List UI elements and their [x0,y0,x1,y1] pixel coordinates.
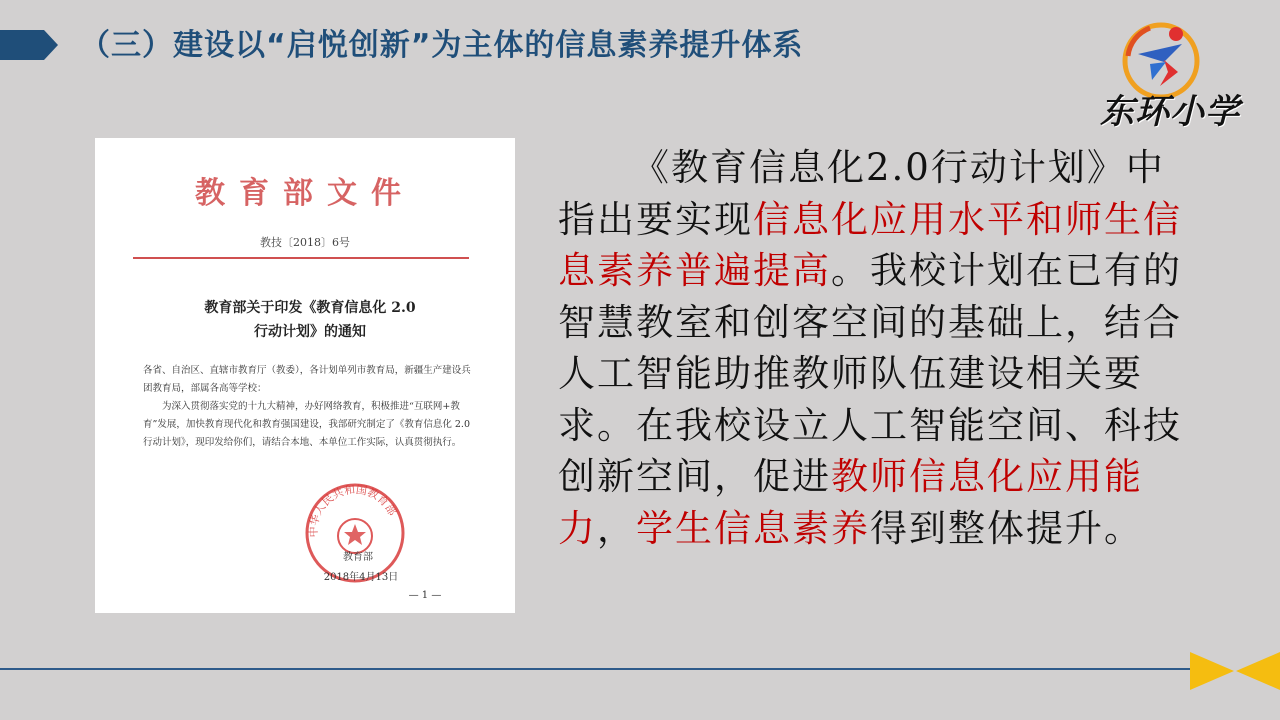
doc-header: 教育部文件 [195,176,415,211]
doc-page-number: — 1 — [408,590,442,601]
text-segment: 。我校计划在已有的智慧教室和创客空间的基础上，结合人工智能助推教师队伍建设相关要求。在我校设立人工智能空间、科技创新空间，促进 [558,249,1182,498]
school-name: 东环小学 [1100,92,1240,132]
footer-divider [0,668,1196,670]
main-paragraph [558,142,1186,554]
doc-title [155,296,465,344]
seal-text: 中华人民共和国教育部 [306,483,399,538]
doc-divider [133,257,469,259]
document-image [95,138,515,613]
doc-body-p2: 为深入贯彻落实党的十九大精神，办好网络教育，积极推进“互联网+教育”发展，加快教育现代化和教育强国建设，我部研究制定了《教育信息化 2.0 行动计划》，现印发给你们，请结合本地、本单位工作实际，认真贯彻执行。 [143,401,470,448]
doc-body-p1: 各省、自治区、直辖市教育厅（教委），各计划单列市教育局，新疆生产建设兵团教育局，部属各高等学校： [143,365,471,394]
header-arrow-icon [0,30,58,60]
footer-triangles-icon [1190,646,1280,694]
doc-title-line2: 行动计划》的通知 [254,324,366,340]
text-segment: 得到整体提升。 [870,506,1143,550]
doc-body [143,362,478,452]
highlight-text: 教师信息化应用能力 [558,455,1143,550]
highlight-text: 信息化应用水平和师生信息素养普遍提高 [558,197,1182,292]
doc-title-line1: 教育部关于印发《教育信息化 2.0 [204,300,416,316]
doc-signature: 教育部 [343,552,373,563]
text-segment: 《教育信息化2.0行动计划》中指出要实现 [558,146,1165,241]
svg-text:中华人民共和国教育部 [306,483,399,537]
doc-date: 2018年4月13日 [323,572,399,583]
highlight-text: 学生信息素养 [636,506,870,550]
text-segment: ， [597,506,636,550]
doc-number: 教技〔2018〕6号 [260,236,350,249]
slide-title: （三）建设以“启悦创新”为主体的信息素养提升体系 [80,28,804,63]
school-logo [1100,20,1250,135]
